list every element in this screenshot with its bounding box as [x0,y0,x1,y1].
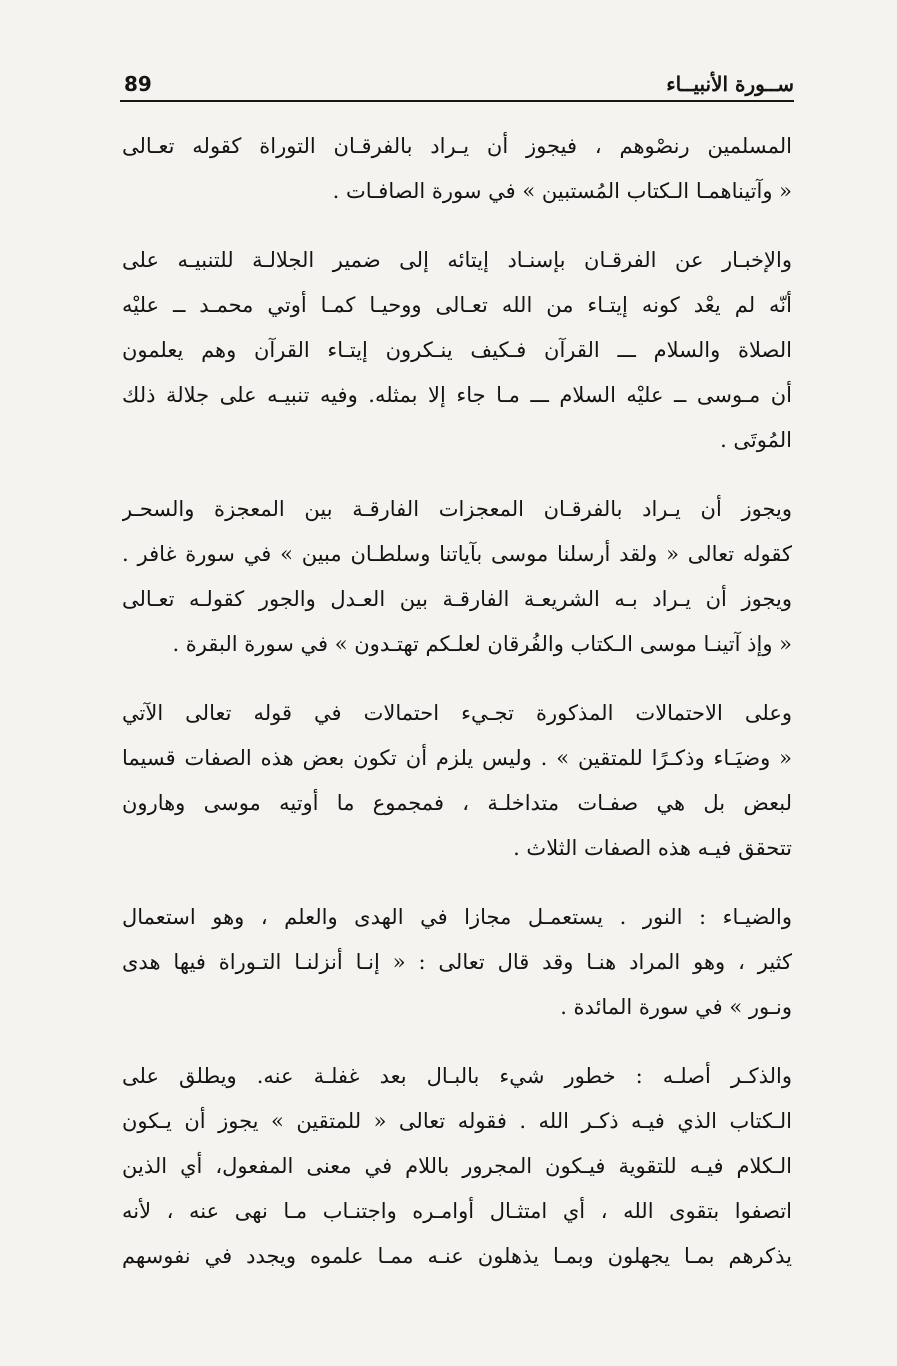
text-line: المسلمين رنصْوهم ، فيجوز أن يـراد بالفرقـان التوراة كقوله تعـالى [122,134,792,158]
text-line: « وإذ آتينـا موسى الـكتاب والفُرقان لعلـكم تهتـدون » في سورة البقرة . [172,632,792,656]
paragraph-5 [122,895,792,1030]
text-line: كثير ، وهو المراد هنـا وقد قال تعالى : « إنـا أنزلنـا التـوراة فيها هدى [122,950,792,974]
text-line: ويجوز أن يـراد بالفرقـان المعجزات الفارقـة بين المعجزة والسحـر [122,497,792,521]
text-line: ويجوز أن يـراد بـه الشريعـة الفارقـة بين العـدل والجور كقولـه تعـالى [122,587,792,611]
text-line: والإخبـار عن الفرقـان بإسنـاد إيتائه إلى ضمير الجلالـة للتنبيـه على [122,248,792,272]
chapter-title: ســورة الأنبيــاء [666,72,794,96]
text-line: يذكرهم بمـا يجهلون وبمـا يذهلون عنـه ممـا علموه ويجدد في نفوسهم [122,1244,792,1268]
text-line: وعلى الاحتمالات المذكورة تجـيء احتمالات في قوله تعالى الآتي [122,701,792,725]
text-line: أن مـوسى ــ عليْه السلام ـــ مـا جاء إلا بمثله. وفيه تنبيـه على جلالة ذلك [122,383,792,407]
text-line: ونـور » في سورة المائدة . [560,995,792,1019]
text-line: والذكـر أصلـه : خطور شيء بالبـال بعد غفلـة عنه. ويطلق على [122,1064,792,1088]
text-line: تتحقق فيـه هذه الصفات الثلاث . [513,836,792,860]
paragraph-2 [122,238,792,463]
paragraph-6 [122,1054,792,1279]
text-line: اتصفوا بتقوى الله ، أي امتثـال أوامـره واجتنـاب مـا نهى عنه ، لأنه [122,1199,792,1223]
paragraph-1 [122,124,792,214]
text-line: لبعض بل هي صفـات متداخلـة ، فمجموع ما أوتيه موسى وهارون [122,791,792,815]
page-number: 89 [124,72,152,96]
text-line: « وآتيناهمـا الـكتاب المُستبين » في سورة الصافـات . [332,179,792,203]
text-line: كقوله تعالى « ولقد أرسلنا موسى بآياتنا وسلطـان مبين » في سورة غافر . [122,542,792,566]
text-line: والضيـاء : النور . يستعمـل مجازا في الهدى والعلم ، وهو استعمال [122,905,792,929]
page-header [120,68,794,102]
text-line: الصلاة والسلام ـــ القرآن فـكيف ينـكرون إيتـاء القرآن وهم يعلمون [122,338,792,362]
text-line: الـكتاب الذي فيـه ذكـر الله . فقوله تعالى « للمتقين » يجوز أن يـكون [122,1109,792,1133]
page-body [122,124,792,1279]
header-rule [120,100,794,102]
text-line: الـكلام فيـه للتقوية فيـكون المجرور باللام في معنى المفعول، أي الذين [122,1154,792,1178]
text-line: أنّه لم يعْد كونه إيتـاء من الله تعـالى ووحيـا كمـا أوتي محمـد ــ عليْه [122,293,792,317]
paragraph-3 [122,487,792,667]
text-line: « وضيَـاء وذكـرًا للمتقين » . وليس يلزم أن تكون بعض هذه الصفات قسيما [122,746,792,770]
text-line: المُوتَى . [720,428,792,452]
paragraph-4 [122,691,792,871]
